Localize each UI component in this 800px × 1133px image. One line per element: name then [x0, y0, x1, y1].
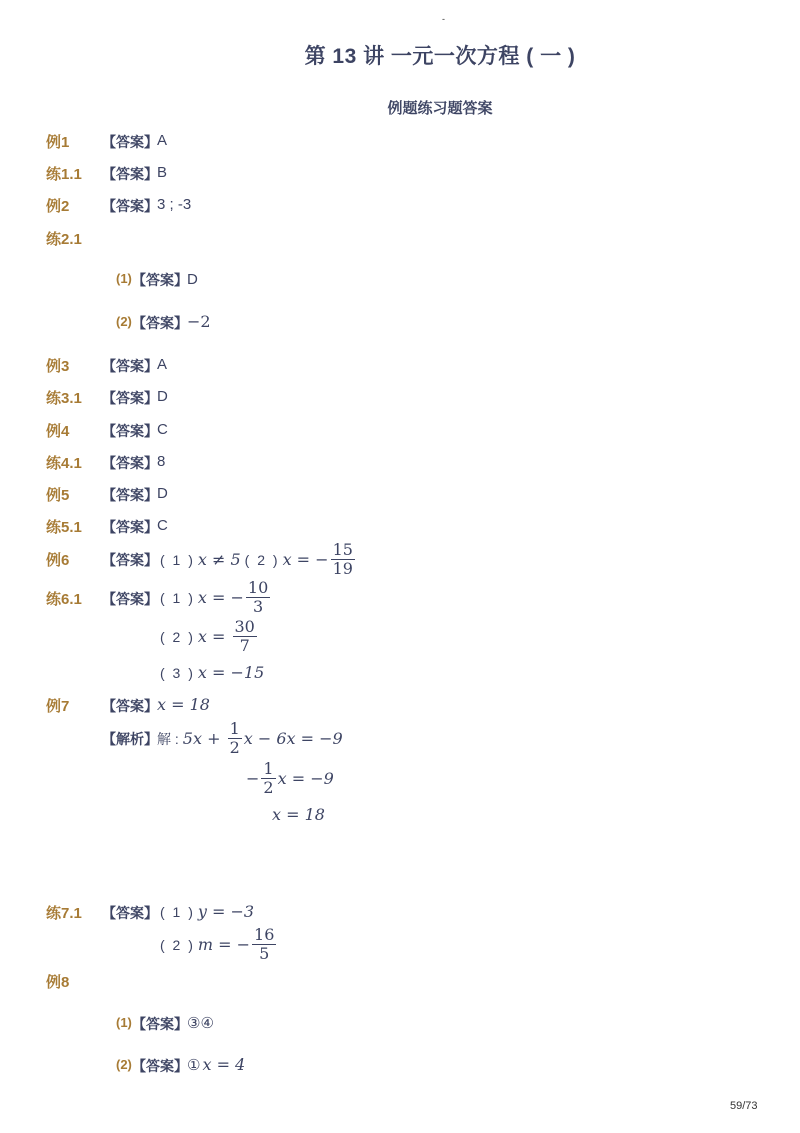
- fraction-denominator: 2: [263, 778, 274, 798]
- answer-tag: 【答案】: [102, 519, 158, 535]
- fraction-numerator: 16: [254, 925, 275, 944]
- fraction-denominator: 2: [229, 738, 240, 758]
- fraction-numerator: 1: [229, 719, 240, 738]
- answer-math: x = 18: [157, 695, 210, 714]
- answer-value: A: [157, 132, 168, 149]
- solution-math: x − 6x = −9: [243, 729, 343, 749]
- item-label: 例2: [46, 198, 70, 215]
- sub-number: (2): [116, 1057, 132, 1072]
- item-label: 练4.1: [46, 455, 82, 472]
- item-label: 例1: [46, 134, 70, 151]
- fraction: [331, 541, 355, 579]
- item-label: 例8: [46, 974, 70, 991]
- analysis-tag: 【解析】: [102, 731, 158, 747]
- pr71-part2: [160, 926, 278, 964]
- answer-value: B: [157, 164, 168, 181]
- item-label: 练1.1: [46, 166, 82, 183]
- page-title: 第 13 讲 一元一次方程 ( 一 ): [304, 45, 576, 68]
- answer-value: C: [157, 421, 168, 438]
- fraction-denominator: 3: [252, 597, 264, 617]
- answer-tag: 【答案】: [102, 487, 158, 503]
- sub-number: (2): [116, 314, 132, 329]
- pr61-part1: [160, 579, 272, 617]
- fraction-denominator: 7: [239, 636, 250, 656]
- answer-tag: 【答案】: [102, 134, 158, 150]
- solution-math: x = −9: [277, 769, 334, 789]
- solution-math: −: [246, 769, 260, 789]
- item-label: 练2.1: [46, 231, 82, 248]
- item-label: 练5.1: [46, 519, 82, 536]
- answer-math: x =: [197, 627, 231, 647]
- item-label: 练3.1: [46, 390, 82, 407]
- solution-math: 5x +: [182, 729, 226, 749]
- answer-math: m = −: [197, 935, 251, 955]
- page-number: 59/73: [730, 1100, 758, 1112]
- page-subtitle: 例题练习题答案: [387, 100, 493, 117]
- answer-tag: 【答案】: [102, 390, 158, 406]
- item-label: 练6.1: [46, 591, 82, 608]
- item-label: 例7: [46, 698, 70, 715]
- fraction: [252, 926, 276, 964]
- fraction: [246, 579, 270, 617]
- sub-number: (1): [116, 271, 132, 286]
- answer-tag: 【答案】: [102, 358, 158, 374]
- answer-math: x = 4: [202, 1055, 246, 1074]
- answer-tag: 【答案】: [102, 166, 158, 182]
- item-label: 例3: [46, 358, 70, 375]
- solution-line-2: [246, 760, 334, 798]
- fraction-numerator: 10: [247, 578, 269, 597]
- answer-value: A: [157, 356, 168, 373]
- answer-value: ①: [187, 1056, 201, 1074]
- answer-tag: 【答案】: [102, 552, 158, 568]
- answer-value: C: [157, 517, 168, 534]
- solution-line-1: [157, 720, 343, 758]
- answer-tag: 【答案】: [132, 315, 188, 331]
- answer-value: D: [157, 485, 168, 502]
- answer-tag: 【答案】: [102, 423, 158, 439]
- fraction-denominator: 19: [332, 559, 353, 579]
- part-number: ( 3 ): [160, 664, 195, 681]
- answer-math: y = −3: [197, 902, 255, 921]
- answer-tag: 【答案】: [132, 1016, 188, 1032]
- item-label: 练7.1: [46, 905, 82, 922]
- part-number: ( 2 ): [244, 551, 280, 568]
- answer-value: ③④: [187, 1015, 214, 1032]
- answer-tag: 【答案】: [102, 698, 158, 714]
- pr61-part2: [160, 618, 259, 656]
- answer-math: x ≠ 5: [197, 550, 241, 570]
- fraction-numerator: 15: [332, 540, 353, 559]
- solution-prefix: 解 :: [157, 730, 179, 747]
- answer-value: D: [187, 271, 198, 288]
- answer-tag: 【答案】: [102, 198, 158, 214]
- pr71-part1: [160, 902, 254, 921]
- fraction: [233, 618, 257, 656]
- part-number: ( 1 ): [160, 551, 195, 568]
- answer-tag: 【答案】: [132, 1058, 188, 1074]
- fraction-denominator: 5: [259, 944, 270, 964]
- item-label: 例6: [46, 552, 70, 569]
- part-number: ( 1 ): [160, 589, 195, 606]
- answer-tag: 【答案】: [102, 591, 158, 607]
- part-number: ( 1 ): [160, 903, 195, 920]
- top-mark: -: [442, 14, 445, 24]
- answer-math: x = −: [282, 550, 329, 570]
- ex8-sub2-answer: [187, 1055, 245, 1074]
- answer-value: 3 ; -3: [157, 196, 192, 213]
- answer-tag: 【答案】: [102, 455, 158, 471]
- item-label: 例4: [46, 423, 70, 440]
- fraction-numerator: 1: [263, 759, 274, 778]
- answer-tag: 【答案】: [132, 272, 188, 288]
- fraction: [261, 760, 275, 798]
- part-number: ( 2 ): [160, 628, 195, 645]
- fraction-numerator: 30: [234, 617, 255, 636]
- pr61-part3: [160, 663, 264, 682]
- sub-number: (1): [116, 1015, 132, 1030]
- answer-math: −2: [187, 312, 211, 331]
- answer-math: x = −: [197, 588, 244, 608]
- answer-value: 8: [157, 453, 166, 470]
- part-number: ( 2 ): [160, 936, 195, 953]
- solution-line-3: x = 18: [272, 805, 325, 824]
- item-label: 例5: [46, 487, 70, 504]
- fraction: [228, 720, 242, 758]
- ex6-answer: [160, 541, 357, 579]
- answer-math: x = −15: [197, 663, 265, 682]
- answer-tag: 【答案】: [102, 905, 158, 921]
- answer-value: D: [157, 388, 168, 405]
